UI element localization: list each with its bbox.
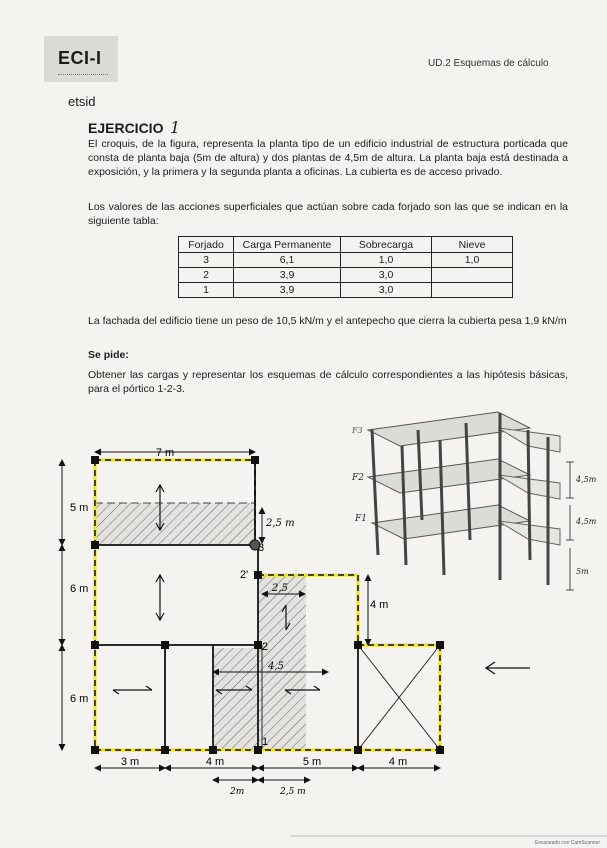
height-h1: 4,5m: [576, 475, 597, 484]
label-f3: F3: [352, 426, 363, 435]
direction-arrow: [486, 662, 530, 674]
dim-bottom-4m-b: 4 m: [388, 756, 408, 768]
exercise-number: 1: [170, 118, 181, 137]
col-sobrecarga: Sobrecarga: [341, 237, 432, 253]
node-label-3: 3: [258, 542, 265, 554]
dim-left-6m-upper: 6 m: [70, 583, 89, 595]
dim-right-4m: 4 m: [370, 599, 389, 611]
floor-plan: [62, 447, 530, 797]
table-cell: 3: [179, 253, 234, 268]
statement-paragraph-2: Los valores de las acciones superficiales que actúan sobre cada forjado son las que se indican en la siguiente tabla:: [88, 201, 568, 227]
col-nieve: Nieve: [432, 237, 513, 253]
table-cell: 3,0: [341, 268, 432, 283]
dim-top-7m: 7 m: [155, 447, 175, 459]
node-label-2p: 2': [240, 569, 249, 581]
node-label-1: 1: [262, 736, 269, 748]
table-cell: 2: [179, 268, 234, 283]
table-cell: 3,9: [234, 268, 341, 283]
col-carga-permanente: Carga Permanente: [234, 237, 341, 253]
hatch-area-top: [95, 503, 255, 545]
table-cell: 1,0: [432, 253, 513, 268]
table-cell: 3,9: [234, 283, 341, 298]
hand-dim-25m-bottom: 2,5 m: [280, 787, 306, 797]
table-cell: 1: [179, 283, 234, 298]
node-label-2: 2: [262, 641, 269, 653]
table-cell: 1,0: [341, 253, 432, 268]
school-name: etsid: [68, 94, 96, 109]
dim-bottom-5m: 5 m: [302, 756, 322, 768]
label-f1: F1: [355, 514, 367, 524]
table-cell: 3,0: [341, 283, 432, 298]
hand-dim-45: 4,5: [268, 661, 284, 672]
exercise-title: EJERCICIO: [88, 120, 164, 136]
height-h3: 5m: [576, 567, 589, 576]
course-code: ECI-I: [58, 48, 102, 68]
hand-dim-2m: 2m: [230, 787, 245, 797]
statement-paragraph-1: El croquis, de la figura, representa la planta tipo de un edificio industrial de estructura porticada que consta de planta baja (5m de altura) y dos plantas de 4,5m de altura. La planta baja está destinada a exposición, y la primera y la segunda planta a oficinas. La cubierta es de acceso privado.: [88, 138, 568, 178]
dim-left-5m: 5 m: [70, 502, 89, 514]
col-forjado: Forjado: [179, 237, 234, 253]
structure-3d-view: [351, 412, 597, 590]
hand-dim-25m: 2,5 m: [266, 518, 295, 529]
label-f2: F2: [352, 473, 364, 483]
statement-paragraph-4: Obtener las cargas y representar los esquemas de cálculo correspondientes a las hipótesis básicas, para el pórtico 1-2-3.: [88, 369, 568, 395]
se-pide-heading: Se pide:: [88, 349, 129, 361]
dim-bottom-4m-a: 4 m: [205, 756, 225, 768]
hand-dim-25: 2,5: [272, 583, 288, 594]
height-h2: 4,5m: [576, 517, 597, 526]
hatch-area-left: [213, 648, 258, 750]
scanner-watermark: Escaneado con CamScanner: [534, 840, 600, 846]
table-cell: 6,1: [234, 253, 341, 268]
dim-left-6m-lower: 6 m: [70, 693, 89, 705]
statement-paragraph-3: La fachada del edificio tiene un peso de 10,5 kN/m y el antepecho que cierra la cubierta pesa 1,9 kN/m: [88, 315, 567, 327]
unit-title: UD.2 Esquemas de cálculo: [428, 58, 549, 69]
dim-bottom-3m: 3 m: [120, 756, 140, 768]
